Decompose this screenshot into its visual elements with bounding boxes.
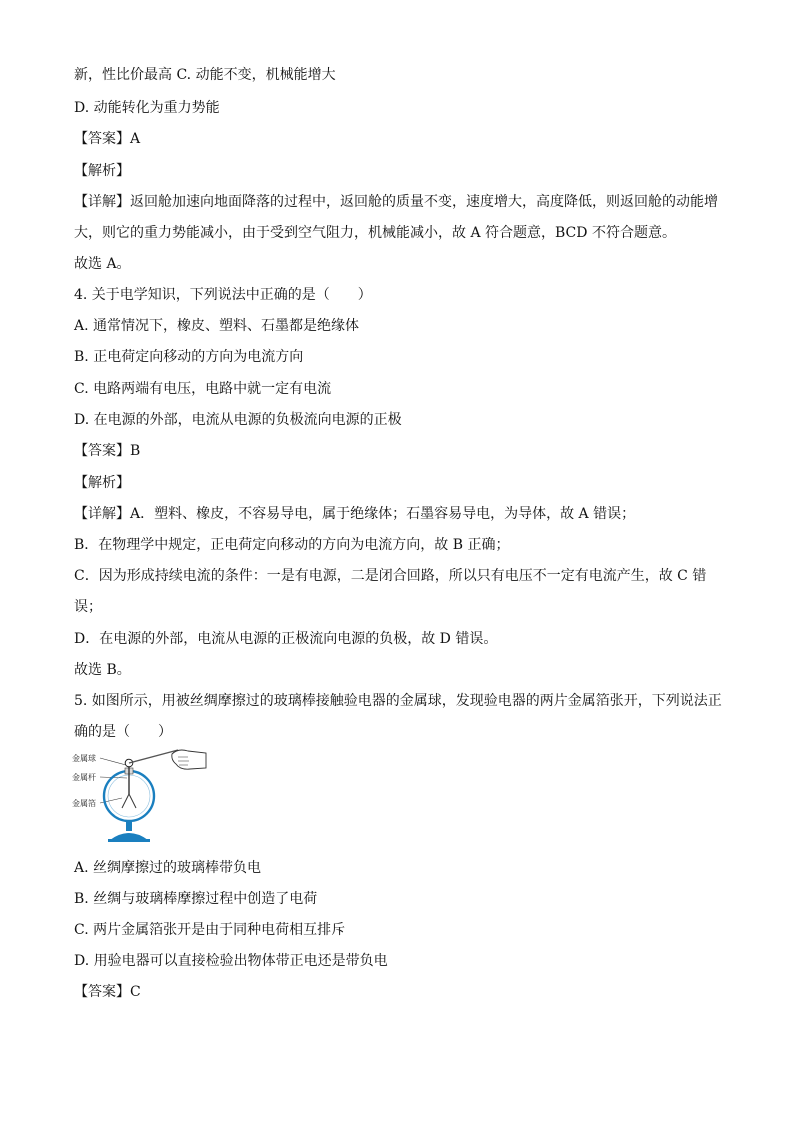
stand-base bbox=[110, 833, 148, 840]
option-b: B. 正电荷定向移动的方向为电流方向 bbox=[74, 349, 304, 365]
text-line: 故选 A。 bbox=[74, 256, 131, 272]
electroscope-diagram bbox=[72, 748, 212, 848]
text-line: 大，则它的重力势能减小，由于受到空气阻力，机械能减小，故 A 符合题意，BCD 不符合题意。 bbox=[74, 225, 676, 241]
option-b: B. 丝绸与玻璃棒摩擦过程中创造了电荷 bbox=[74, 891, 318, 907]
analysis-label: 【解析】 bbox=[74, 475, 130, 491]
text-line: 故选 B。 bbox=[74, 662, 131, 678]
text-line: 【详解】返回舱加速向地面降落的过程中，返回舱的质量不变，速度增大，高度降低，则返回舱的动能增 bbox=[74, 194, 718, 210]
text-line: C．因为形成持续电流的条件：一是有电源，二是闭合回路，所以只有电压不一定有电流产生，故 C 错 bbox=[74, 568, 707, 584]
option-a: A. 通常情况下，橡皮、塑料、石墨都是绝缘体 bbox=[74, 318, 360, 334]
option-d: D. 在电源的外部，电流从电源的负极流向电源的正极 bbox=[74, 412, 402, 428]
metal-foil-left bbox=[122, 794, 129, 808]
question-4-stem: 4. 关于电学知识，下列说法中正确的是（ ） bbox=[74, 287, 372, 303]
text-line: 误； bbox=[74, 599, 102, 615]
label-metal-foil: 金属箔 bbox=[72, 799, 96, 808]
electroscope-figure bbox=[72, 748, 212, 848]
option-a: A. 丝绸摩擦过的玻璃棒带负电 bbox=[74, 860, 262, 876]
answer-label: 【答案】C bbox=[74, 984, 141, 1000]
option-d: D. 用验电器可以直接检验出物体带正电还是带负电 bbox=[74, 953, 388, 969]
option-c: C. 两片金属箔张开是由于同种电荷相互排斥 bbox=[74, 922, 346, 938]
text-line: 确的是（ ） bbox=[74, 724, 172, 740]
question-5-stem: 5. 如图所示，用被丝绸摩擦过的玻璃棒接触验电器的金属球，发现验电器的两片金属箔张开，下列说法正 bbox=[74, 693, 722, 709]
hand-icon bbox=[172, 750, 206, 769]
text-line: 新，性比价最高 C. 动能不变，机械能增大 bbox=[74, 67, 336, 83]
label-metal-ball: 金属球 bbox=[72, 754, 96, 763]
text-line: B．在物理学中规定，正电荷定向移动的方向为电流方向，故 B 正确； bbox=[74, 537, 510, 553]
glass-rod bbox=[129, 750, 178, 763]
answer-label: 【答案】B bbox=[74, 443, 141, 459]
analysis-label: 【解析】 bbox=[74, 163, 130, 179]
text-line: D．在电源的外部，电流从电源的正极流向电源的负极，故 D 错误。 bbox=[74, 631, 498, 647]
text-line: 【详解】A．塑料、橡皮，不容易导电，属于绝缘体；石墨容易导电，为导体，故 A 错误； bbox=[74, 506, 636, 522]
option-c: C. 电路两端有电压，电路中就一定有电流 bbox=[74, 381, 332, 397]
label-metal-rod: 金属杆 bbox=[72, 773, 96, 782]
metal-foil-right bbox=[129, 794, 136, 808]
answer-label: 【答案】A bbox=[74, 131, 141, 147]
text-line: D. 动能转化为重力势能 bbox=[74, 100, 220, 116]
